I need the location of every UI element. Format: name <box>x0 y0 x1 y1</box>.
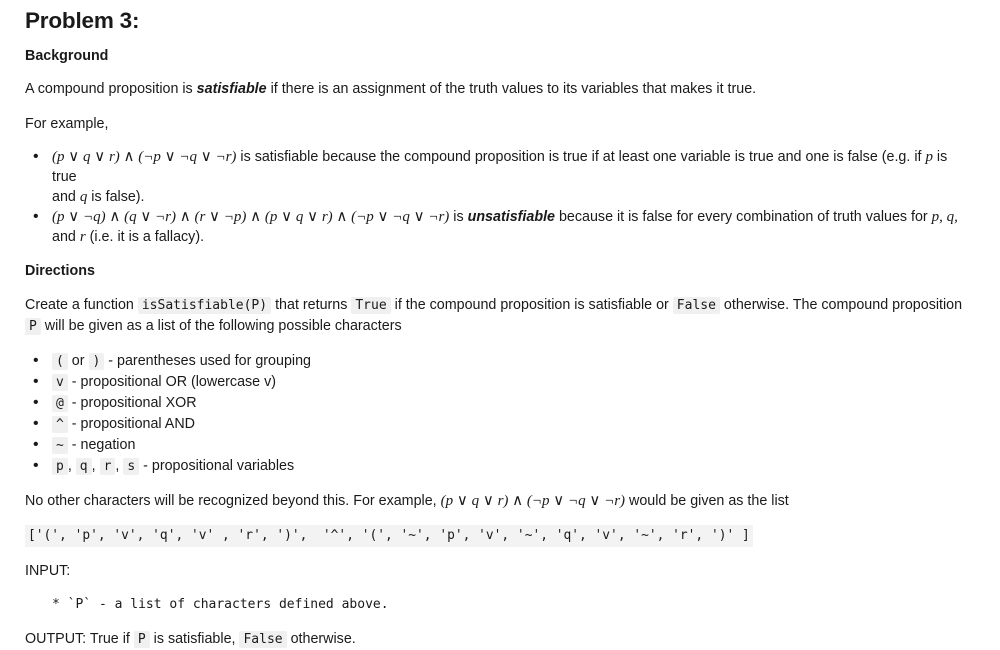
example1-var-p: p <box>925 149 933 165</box>
example1-formula: (p ∨ q ∨ r) ∧ (¬p ∨ ¬q ∨ ¬r) <box>52 149 237 165</box>
var-q-code: q <box>76 458 92 475</box>
example-list-code: ['(', 'p', 'v', 'q', 'v' , 'r', ')', '^', '(', '~', 'p', 'v', '~', 'q', 'v', '~', 'r', ')' ] <box>25 525 753 547</box>
example1-text2: is true <box>52 149 948 185</box>
example1-text3: and <box>52 189 80 205</box>
char-item-variables: • p , q , r , s - propositional variables <box>52 456 974 477</box>
function-name-code: isSatisfiable(P) <box>138 297 271 314</box>
close-paren-code: ) <box>89 353 105 370</box>
output-p-code: P <box>134 631 150 648</box>
xor-desc: - propositional XOR <box>67 395 197 411</box>
example2-text3: and <box>52 229 80 245</box>
output-text2: is satisfiable, <box>149 631 240 647</box>
directions-paragraph <box>25 295 974 337</box>
var-s-code: s <box>123 458 139 475</box>
examples-list <box>25 147 974 247</box>
open-paren-code: ( <box>52 353 68 370</box>
example-conversion-paragraph <box>25 491 974 511</box>
xor-code: @ <box>52 395 68 412</box>
true-code: True <box>351 297 390 314</box>
example-item-unsatisfiable <box>52 207 974 247</box>
example-list-block <box>25 525 974 547</box>
input-description: * `P` - a list of characters defined above. <box>52 597 389 612</box>
unsatisfiable-term: unsatisfiable <box>467 209 555 225</box>
or-desc: - propositional OR (lowercase v) <box>67 374 276 390</box>
intro-paragraph <box>25 79 974 99</box>
or-text: or <box>67 353 89 369</box>
directions-text5: will be given as a list of the following possible characters <box>40 318 402 334</box>
var-r-code: r <box>100 458 116 475</box>
input-label: INPUT: <box>25 563 71 579</box>
output-text: OUTPUT: True if <box>25 631 134 647</box>
example2-formula: (p ∨ ¬q) ∧ (q ∨ ¬r) ∧ (r ∨ ¬p) ∧ (p ∨ q ∨ r) ∧ (¬p ∨ ¬q ∨ ¬r) <box>52 209 450 225</box>
false-code: False <box>673 297 720 314</box>
output-false-code: False <box>239 631 286 648</box>
example2-text4: (i.e. it is a fallacy). <box>85 229 205 245</box>
example2-text: is <box>449 209 468 225</box>
char-item-and <box>52 414 974 435</box>
output-paragraph <box>25 629 974 650</box>
conversion-formula: (p ∨ q ∨ r) ∧ (¬p ∨ ¬q ∨ ¬r) <box>440 493 626 509</box>
char-item-or <box>52 372 974 393</box>
example2-text2: because it is false for every combination of truth values for <box>555 209 932 225</box>
var-p-code: p <box>52 458 68 475</box>
directions-text2: that returns <box>271 297 352 313</box>
or-code: v <box>52 374 68 391</box>
and-desc: - propositional AND <box>67 416 195 432</box>
satisfiable-term: satisfiable <box>196 81 267 97</box>
example2-vars: p, q, <box>931 209 958 225</box>
intro-text-end: if there is an assignment of the truth values to its variables that makes it true. <box>266 81 757 97</box>
intro-text: A compound proposition is <box>25 81 197 97</box>
char-item-xor <box>52 393 974 414</box>
variables-desc: - propositional variables <box>139 458 295 474</box>
directions-text4: otherwise. The compound proposition <box>719 297 963 313</box>
negation-code: ~ <box>52 437 68 454</box>
background-heading: Background <box>25 48 109 64</box>
directions-text3: if the compound proposition is satisfiable or <box>390 297 673 313</box>
example-item-satisfiable <box>52 147 974 207</box>
output-text3: otherwise. <box>286 631 356 647</box>
parens-desc: - parentheses used for grouping <box>104 353 311 369</box>
characters-list <box>25 351 974 477</box>
example1-text4: is false). <box>87 189 145 205</box>
char-item-negation <box>52 435 974 456</box>
and-code: ^ <box>52 416 68 433</box>
p-code: P <box>25 318 41 335</box>
directions-heading: Directions <box>25 263 95 279</box>
example1-var-q: q <box>79 189 88 205</box>
for-example-text: For example, <box>25 116 109 132</box>
page-title: Problem 3: <box>25 8 140 33</box>
example1-text: is satisfiable because the compound proposition is true if at least one variable is true and one is false (e.g. if <box>236 149 926 165</box>
directions-text: Create a function <box>25 297 138 313</box>
conversion-text: No other characters will be recognized beyond this. For example, <box>25 493 441 509</box>
example2-var-r: r <box>79 229 86 245</box>
char-item-parens <box>52 351 974 372</box>
negation-desc: - negation <box>67 437 136 453</box>
conversion-text2: would be given as the list <box>625 493 789 509</box>
